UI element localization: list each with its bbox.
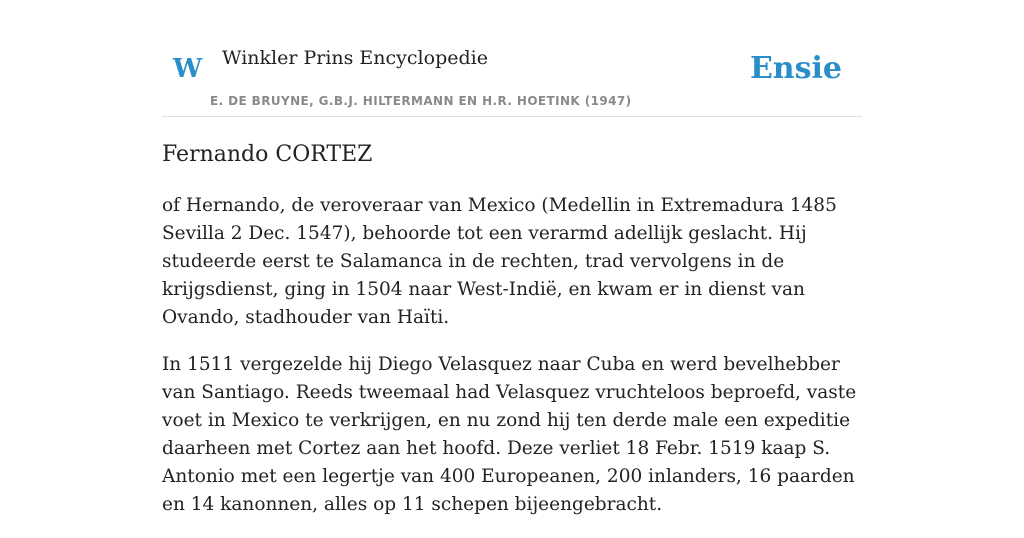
encyclopedia-title[interactable]: Winkler Prins Encyclopedie: [222, 47, 488, 69]
encyclopedia-logo-icon[interactable]: W: [173, 54, 203, 84]
article-paragraph: of Hernando, de veroveraar van Mexico (Medellin in Extremadura 1485 Sevilla 2 Dec. 1547), behoorde tot een verarmd adellijk geslacht. Hij studeerde eerst te Salamanca in de rechten, trad vervolgens in de krijgsdienst, ging in 1504 naar West-Indië, en kwam er in dienst van Ovando, stadhouder van Haïti.: [162, 195, 837, 328]
article-page: [162, 0, 862, 515]
article-title: Fernando CORTEZ: [162, 142, 373, 167]
article-paragraph: In 1511 vergezelde hij Diego Velasquez naar Cuba en werd bevelhebber van Santiago. Reeds tweemaal had Velasquez vruchteloos beproefd, vaste voet in Mexico te verkrijgen, en nu zond hij ten derde male een expeditie daarheen met Cortez aan het hoofd. Deze verliet 18 Febr. 1519 kaap S. Antonio met een legertje van 400 Europeanen, 200 inlanders, 16 paarden en 14 kanonnen, alles op 11 schepen bijeengebracht.: [162, 354, 857, 515]
ensie-brand-logo[interactable]: Ensie: [749, 51, 842, 86]
header: [162, 0, 862, 117]
authors-line: E. DE BRUYNE, G.B.J. HILTERMANN EN H.R. HOETINK (1947): [210, 94, 632, 108]
article-body: [162, 192, 862, 538]
